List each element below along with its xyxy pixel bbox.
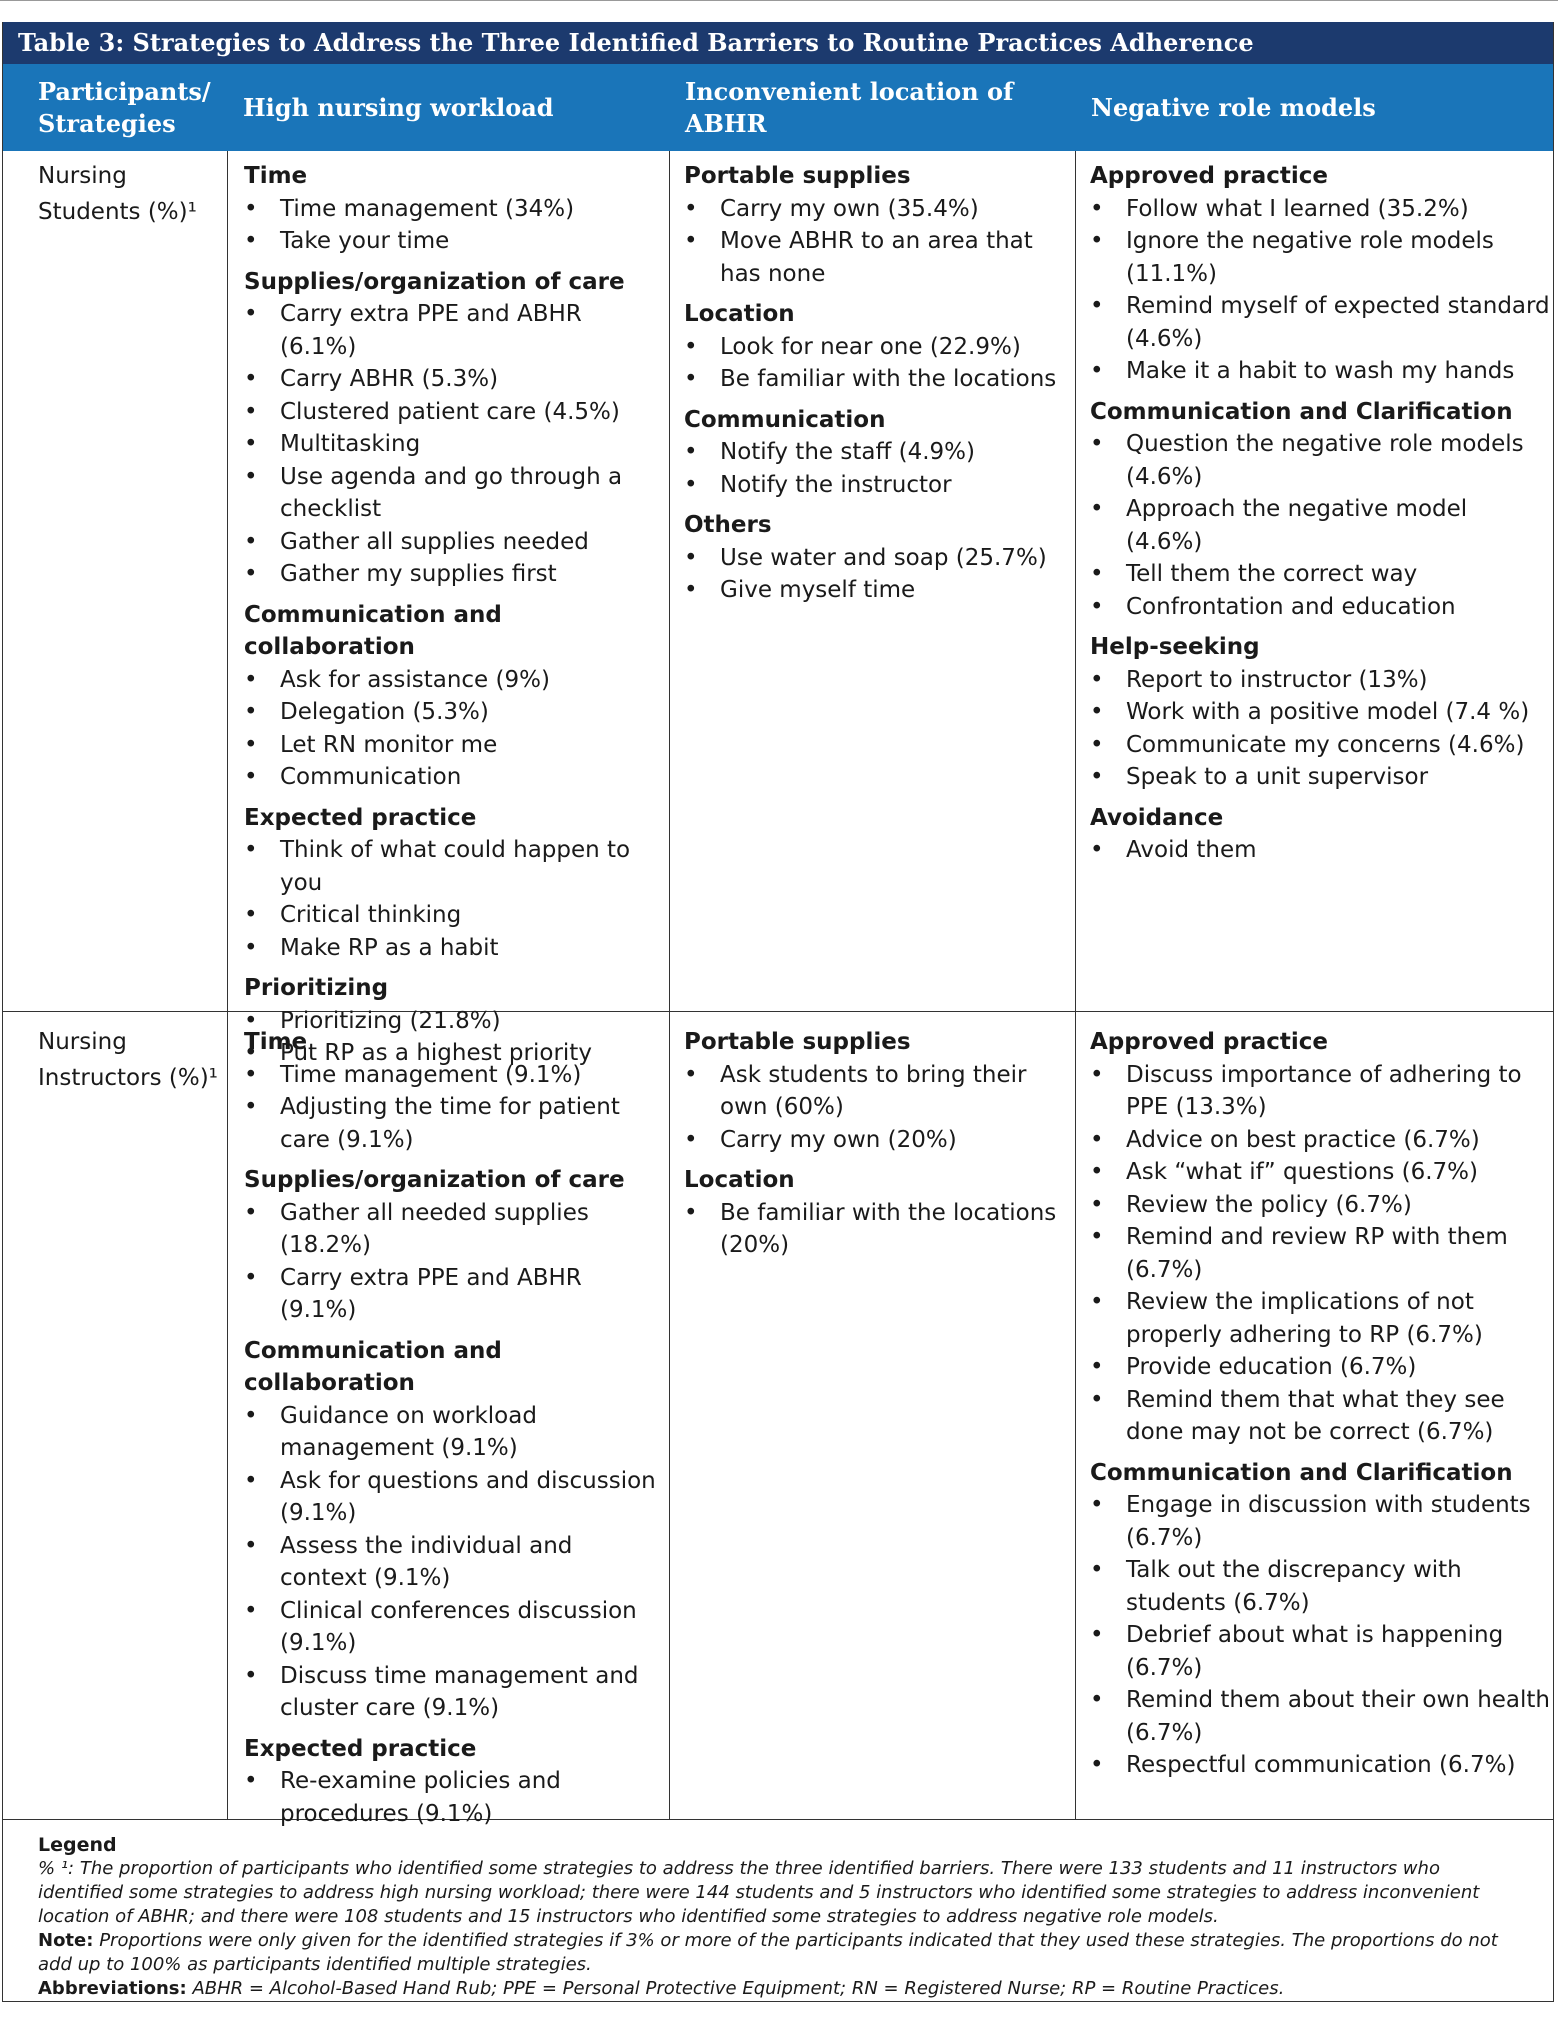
strategy-item: • Clinical conferences discussion (9.1%) <box>244 1595 664 1660</box>
strategy-item: • Ask “what if” questions (6.7%) <box>1090 1156 1550 1189</box>
top-rule <box>0 0 1558 1</box>
strategy-list <box>684 193 1074 291</box>
instructors-location-cell <box>684 1026 1074 1262</box>
strategy-list <box>1090 1059 1550 1449</box>
strategy-item: • Approach the negative model (4.6%) <box>1090 493 1550 558</box>
row-label-line: Instructors (%)¹ <box>38 1065 218 1091</box>
strategy-list <box>244 834 664 964</box>
strategy-category-heading: Supplies/organization of care <box>244 1167 625 1193</box>
strategy-category-heading: Avoidance <box>1090 804 1224 831</box>
strategy-item: • Carry my own (20%) <box>684 1124 1074 1157</box>
strategy-list <box>244 298 664 591</box>
strategy-item: • Be familiar with the locations <box>684 363 1074 396</box>
strategy-list <box>684 542 1074 607</box>
strategy-item: • Time management (9.1%) <box>244 1059 664 1092</box>
strategy-item: • Put RP as a highest priority <box>244 1037 664 1070</box>
strategy-category-heading: Communication and collaboration <box>244 1337 502 1396</box>
strategy-category-heading: Portable supplies <box>684 1029 911 1055</box>
strategy-item: • Multitasking <box>244 428 664 461</box>
strategy-item: • Delegation (5.3%) <box>244 696 664 729</box>
strategy-item: • Advice on best practice (6.7%) <box>1090 1124 1550 1157</box>
divider-col3 <box>1075 151 1076 1819</box>
header-location: Inconvenient location of ABHR <box>685 76 1014 138</box>
strategy-item: • Use water and soap (25.7%) <box>684 542 1074 575</box>
strategy-item: • Respectful communication (6.7%) <box>1090 1749 1550 1782</box>
students-workload-cell <box>244 160 664 1070</box>
strategy-item: • Guidance on workload management (9.1%) <box>244 1400 664 1465</box>
strategy-item: • Review the policy (6.7%) <box>1090 1189 1550 1222</box>
strategy-item: • Ask students to bring their own (60%) <box>684 1059 1074 1124</box>
strategy-item: • Provide education (6.7%) <box>1090 1351 1550 1384</box>
row-label-instructors <box>38 1024 223 1096</box>
strategy-category-heading: Communication and collaboration <box>244 601 502 660</box>
strategy-category-heading: Others <box>684 512 772 538</box>
row-label-students <box>38 158 223 230</box>
strategy-list <box>684 1197 1074 1262</box>
strategy-category-heading: Expected practice <box>244 804 477 831</box>
strategy-list <box>684 1059 1074 1157</box>
strategy-item: • Speak to a unit supervisor <box>1090 761 1550 794</box>
strategy-list <box>1090 193 1550 388</box>
strategy-list <box>244 193 664 258</box>
strategy-item: • Carry extra PPE and ABHR (9.1%) <box>244 1262 664 1327</box>
strategy-item: • Talk out the discrepancy with students (6.7%) <box>1090 1554 1550 1619</box>
legend <box>38 1833 1528 2001</box>
instructors-workload-cell <box>244 1026 664 1830</box>
strategy-item: • Question the negative role models (4.6%) <box>1090 428 1550 493</box>
strategy-list <box>244 664 664 794</box>
note-label: Note: <box>38 1930 94 1951</box>
strategy-item: • Look for near one (22.9%) <box>684 331 1074 364</box>
strategy-item: • Think of what could happen to you <box>244 834 664 899</box>
strategy-item: • Ignore the negative role models (11.1%) <box>1090 225 1550 290</box>
header-participants: Participants/ Strategies <box>38 76 211 138</box>
strategy-category-heading: Supplies/organization of care <box>244 268 625 295</box>
students-location-cell <box>684 160 1074 607</box>
strategy-list <box>244 1059 664 1157</box>
strategy-category-heading: Location <box>684 301 795 327</box>
strategy-list <box>684 436 1074 501</box>
strategy-item: • Carry my own (35.4%) <box>684 193 1074 226</box>
strategy-item: • Gather all needed supplies (18.2%) <box>244 1197 664 1262</box>
header-workload: High nursing workload <box>243 92 554 122</box>
strategy-list <box>1090 834 1550 867</box>
divider-col1 <box>227 151 228 1819</box>
strategy-item: • Be familiar with the locations (20%) <box>684 1197 1074 1262</box>
strategy-item: • Take your time <box>244 225 664 258</box>
legend-footnote <box>38 1857 1528 1929</box>
strategy-item: • Gather all supplies needed <box>244 526 664 559</box>
strategy-list <box>244 1400 664 1725</box>
strategy-item: • Tell them the correct way <box>1090 558 1550 591</box>
strategy-item: • Engage in discussion with students (6.7%) <box>1090 1489 1550 1554</box>
strategy-item: • Ask for assistance (9%) <box>244 664 664 697</box>
strategy-category-heading: Approved practice <box>1090 1029 1329 1055</box>
strategy-item: • Remind myself of expected standard (4.6%) <box>1090 290 1550 355</box>
strategy-item: • Use agenda and go through a checklist <box>244 461 664 526</box>
strategy-category-heading: Approved practice <box>1090 163 1329 189</box>
strategy-category-heading: Prioritizing <box>244 975 389 1001</box>
strategy-item: • Let RN monitor me <box>244 729 664 762</box>
legend-heading: Legend <box>38 1834 117 1856</box>
strategy-item: • Make it a habit to wash my hands <box>1090 355 1550 388</box>
strategy-item: • Prioritizing (21.8%) <box>244 1005 664 1038</box>
strategy-category-heading: Help-seeking <box>1090 634 1260 660</box>
strategy-item: • Review the implications of not properly adhering to RP (6.7%) <box>1090 1286 1550 1351</box>
header-role-models: Negative role models <box>1091 92 1376 122</box>
strategy-item: • Debrief about what is happening (6.7%) <box>1090 1619 1550 1684</box>
strategy-item: • Critical thinking <box>244 899 664 932</box>
strategy-item: • Re-examine policies and procedures (9.1%) <box>244 1765 664 1830</box>
strategy-item: • Confrontation and education <box>1090 591 1550 624</box>
strategy-item: • Remind and review RP with them (6.7%) <box>1090 1221 1550 1286</box>
strategy-item: • Work with a positive model (7.4 %) <box>1090 696 1550 729</box>
strategy-item: • Time management (34%) <box>244 193 664 226</box>
row-label-line: Nursing <box>38 1029 127 1055</box>
row-divider <box>2 1011 1554 1012</box>
instructors-role-models-cell <box>1090 1026 1550 1782</box>
strategy-list <box>1090 428 1550 623</box>
strategy-item: • Remind them that what they see done may not be correct (6.7%) <box>1090 1384 1550 1449</box>
strategy-item: • Notify the staff (4.9%) <box>684 436 1074 469</box>
strategy-list <box>244 1197 664 1327</box>
border-bottom <box>2 2001 1554 2002</box>
abbr-label: Abbreviations: <box>38 1978 187 1999</box>
row-label-line: Nursing <box>38 163 127 189</box>
strategy-list <box>684 331 1074 396</box>
strategy-item: • Assess the individual and context (9.1%) <box>244 1530 664 1595</box>
strategy-item: • Remind them about their own health (6.7%) <box>1090 1684 1550 1749</box>
row-label-line: Students (%)¹ <box>38 199 197 225</box>
strategy-item: • Notify the instructor <box>684 469 1074 502</box>
strategy-list <box>1090 664 1550 794</box>
divider-col2 <box>669 151 670 1819</box>
strategy-item: • Give myself time <box>684 574 1074 607</box>
strategy-item: • Avoid them <box>1090 834 1550 867</box>
footnote-text: The proportion of participants who identified some strategies to address the three identified barriers. There were 133 students and 11 instructors who identified some strategies to address high nursing workload; there were 144 students and 5 instructors who identified some strategies to address inconvenient location of ABHR; and there were 108 students and 15 instructors who identified some strategies to address negative role models. <box>38 1858 1480 1927</box>
strategy-item: • Carry extra PPE and ABHR (6.1%) <box>244 298 664 363</box>
abbr-text: ABHR = Alcohol-Based Hand Rub; PPE = Personal Protective Equipment; RN = Registered Nurse; RP = Routine Practices. <box>192 1978 1285 1999</box>
strategy-item: • Report to instructor (13%) <box>1090 664 1550 697</box>
students-role-models-cell <box>1090 160 1550 867</box>
strategy-list <box>1090 1489 1550 1782</box>
strategy-item: • Gather my supplies first <box>244 558 664 591</box>
header-row <box>2 64 1553 151</box>
strategy-category-heading: Communication <box>684 406 886 433</box>
strategy-item: • Discuss importance of adhering to PPE (13.3%) <box>1090 1059 1550 1124</box>
strategy-category-heading: Time <box>244 163 308 189</box>
strategy-category-heading: Communication and Clarification <box>1090 398 1513 425</box>
strategy-item: • Move ABHR to an area that has none <box>684 225 1074 290</box>
strategy-item: • Discuss time management and cluster care (9.1%) <box>244 1660 664 1725</box>
strategy-item: • Ask for questions and discussion (9.1%) <box>244 1465 664 1530</box>
strategy-item: • Make RP as a habit <box>244 932 664 965</box>
strategy-category-heading: Portable supplies <box>684 163 911 189</box>
strategy-item: • Communication <box>244 761 664 794</box>
note-text: Proportions were only given for the identified strategies if 3% or more of the participants indicated that they used these strategies. The proportions do not add up to 100% as participants identified multiple strategies. <box>38 1930 1498 1975</box>
legend-divider <box>2 1819 1554 1820</box>
footnote-marker: % ¹: <box>38 1858 75 1879</box>
strategy-list <box>244 1765 664 1830</box>
strategy-item: • Follow what I learned (35.2%) <box>1090 193 1550 226</box>
table-title: Table 3: Strategies to Address the Three Identified Barriers to Routine Practices Adherence <box>2 22 1553 64</box>
legend-abbreviations <box>38 1977 1528 2001</box>
strategy-item: • Communicate my concerns (4.6%) <box>1090 729 1550 762</box>
strategy-category-heading: Location <box>684 1167 795 1193</box>
strategy-item: • Carry ABHR (5.3%) <box>244 363 664 396</box>
strategy-item: • Clustered patient care (4.5%) <box>244 396 664 429</box>
strategy-category-heading: Time <box>244 1029 308 1055</box>
legend-note <box>38 1929 1528 1977</box>
strategy-item: • Adjusting the time for patient care (9.1%) <box>244 1091 664 1156</box>
strategy-category-heading: Expected practice <box>244 1735 477 1762</box>
strategy-category-heading: Communication and Clarification <box>1090 1459 1513 1486</box>
